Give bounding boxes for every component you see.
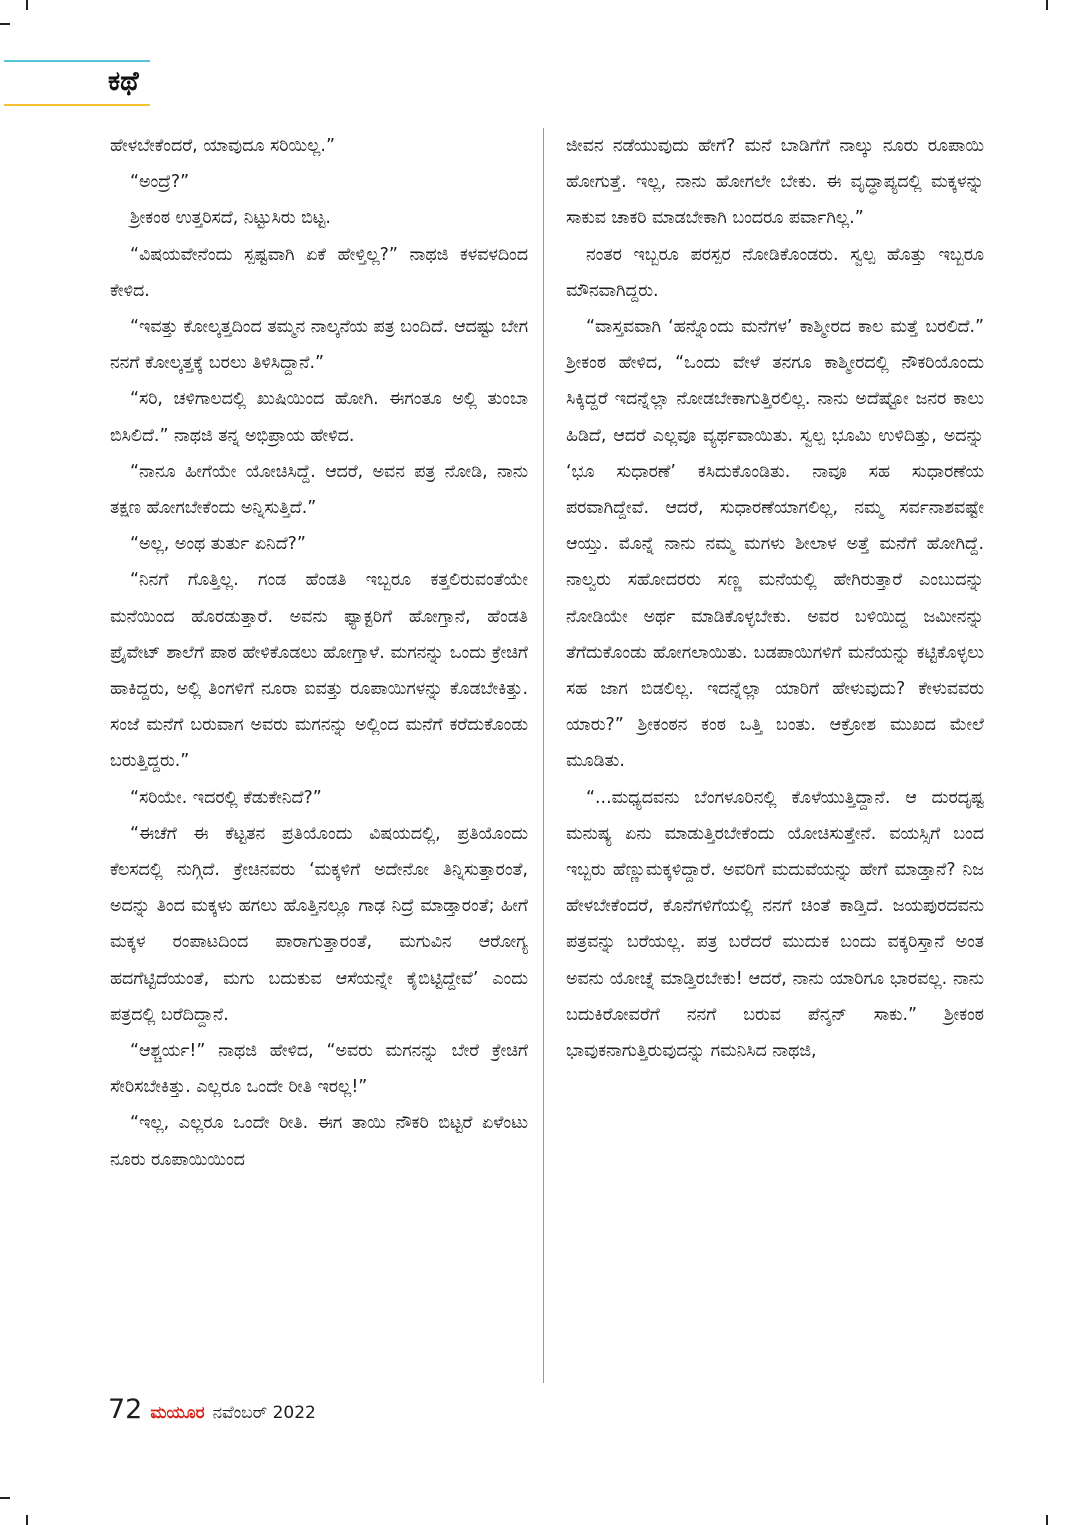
paragraph: ಶ್ರೀಕಂಠ ಉತ್ತರಿಸದೆ, ನಿಟ್ಟುಸಿರು ಬಿಟ್ಟ.	[130, 208, 331, 229]
crop-mark	[0, 23, 10, 25]
paragraph: ಜೀವನ ನಡೆಯುವುದು ಹೇಗೆ? ಮನೆ ಬಾಡಿಗೆಗೆ ನಾಲ್ಕು ನೂರು ರೂಪಾಯಿ ಹೋಗುತ್ತೆ. ಇಲ್ಲ, ನಾನು ಹೋಗಲೇ ಬೇಕು. ಈ ವೃದ್ಧಾಪ್ಯದಲ್ಲಿ ಮಕ್ಕಳನ್ನು ಸಾಕುವ ಚಾಕರಿ ಮಾಡಬೇಕಾಗಿ ಬಂದರೂ ಪರ್ವಾಗಿಲ್ಲ.”	[566, 136, 984, 229]
paragraph: “ಇಲ್ಲ, ಎಲ್ಲರೂ ಒಂದೇ ರೀತಿ. ಈಗ ತಾಯಿ ನೌಕರಿ ಬಿಟ್ಟರೆ ಏಳೆಂಟು ನೂರು ರೂಪಾಯಿಯಿಂದ	[110, 1113, 528, 1170]
crop-mark	[26, 1515, 28, 1525]
column-divider	[543, 128, 544, 1383]
header-accent-rule-cyan	[4, 60, 150, 62]
crop-mark	[1046, 1515, 1048, 1525]
header-accent-rule-yellow	[4, 104, 150, 106]
paragraph: “ವಾಸ್ತವವಾಗಿ ‘ಹನ್ನೊಂದು ಮನೆಗಳ’ ಕಾಶ್ಮೀರದ ಕಾಲ ಮತ್ತೆ ಬರಲಿದೆ.” ಶ್ರೀಕಂಠ ಹೇಳಿದ, “ಒಂದು ವೇಳೆ ತನಗೂ ಕಾಶ್ಮೀರದಲ್ಲಿ ನೌಕರಿಯೊಂದು ಸಿಕ್ಕಿದ್ದರೆ ಇದನ್ನೆಲ್ಲಾ ನೋಡಬೇಕಾಗುತ್ತಿರಲಿಲ್ಲ. ನಾನು ಅದೆಷ್ಟೋ ಜನರ ಕಾಲು ಹಿಡಿದೆ, ಆದರೆ ಎಲ್ಲವೂ ವ್ಯರ್ಥವಾಯಿತು. ಸ್ವಲ್ಪ ಭೂಮಿ ಉಳಿದಿತ್ತು, ಅದನ್ನು ‘ಭೂ ಸುಧಾರಣೆ’ ಕಸಿದುಕೊಂಡಿತು. ನಾವೂ ಸಹ ಸುಧಾರಣೆಯ ಪರವಾಗಿದ್ದೇವೆ. ಆದರೆ, ಸುಧಾರಣೆಯಾಗಲಿಲ್ಲ, ನಮ್ಮ ಸರ್ವನಾಶವಷ್ಟೇ ಆಯ್ತು. ಮೊನ್ನೆ ನಾನು ನಮ್ಮ ಮಗಳು ಶೀಲಾಳ ಅತ್ತೆ ಮನೆಗೆ ಹೋಗಿದ್ದೆ. ನಾಲ್ವರು ಸಹೋದರರು ಸಣ್ಣ ಮನೆಯಲ್ಲಿ ಹೇಗಿರುತ್ತಾರೆ ಎಂಬುದನ್ನು ನೋಡಿಯೇ ಅರ್ಥ ಮಾಡಿಕೊಳ್ಳಬೇಕು. ಅವರ ಬಳಿಯಿದ್ದ ಜಮೀನನ್ನು ತೆಗೆದುಕೊಂಡು ಹೋಗಲಾಯಿತು. ಬಡಪಾಯಿಗಳಿಗೆ ಮನೆಯನ್ನು ಕಟ್ಟಿಕೊಳ್ಳಲು ಸಹ ಜಾಗ ಬಿಡಲಿಲ್ಲ. ಇದನ್ನೆಲ್ಲಾ ಯಾರಿಗೆ ಹೇಳುವುದು? ಕೇಳುವವರು ಯಾರು?” ಶ್ರೀಕಂಠನ ಕಂಠ ಒತ್ತಿ ಬಂತು. ಆಕ್ರೋಶ ಮುಖದ ಮೇಲೆ ಮೂಡಿತು.	[566, 317, 984, 772]
paragraph: “ನಿನಗೆ ಗೊತ್ತಿಲ್ಲ. ಗಂಡ ಹೆಂಡತಿ ಇಬ್ಬರೂ ಕತ್ತಲಿರುವಂತೆಯೇ ಮನೆಯಿಂದ ಹೊರಡುತ್ತಾರೆ. ಅವನು ಫ್ಯಾಕ್ಟರಿಗೆ ಹೋಗ್ತಾನೆ, ಹೆಂಡತಿ ಪ್ರೈವೇಟ್ ಶಾಲೆಗೆ ಪಾಠ ಹೇಳಿಕೊಡಲು ಹೋಗ್ತಾಳೆ. ಮಗನನ್ನು ಒಂದು ಕ್ರೇಚಿಗೆ ಹಾಕಿದ್ದರು, ಅಲ್ಲಿ ತಿಂಗಳಿಗೆ ನೂರಾ ಐವತ್ತು ರೂಪಾಯಿಗಳನ್ನು ಕೊಡಬೇಕಿತ್ತು. ಸಂಜೆ ಮನೆಗೆ ಬರುವಾಗ ಅವರು ಮಗನನ್ನು ಅಲ್ಲಿಂದ ಮನೆಗೆ ಕರೆದುಕೊಂಡು ಬರುತ್ತಿದ್ದರು.”	[110, 570, 528, 772]
magazine-logo: ಮಯೂರ	[150, 1403, 205, 1423]
paragraph: “...ಮಧ್ಯದವನು ಬೆಂಗಳೂರಿನಲ್ಲಿ ಕೊಳೆಯುತ್ತಿದ್ದಾನೆ. ಆ ದುರದೃಷ್ಟ ಮನುಷ್ಯ ಏನು ಮಾಡುತ್ತಿರಬೇಕೆಂದು ಯೋಚಿಸುತ್ತೇನೆ. ವಯಸ್ಸಿಗೆ ಬಂದ ಇಬ್ಬರು ಹೆಣ್ಣುಮಕ್ಕಳಿದ್ದಾರೆ. ಅವರಿಗೆ ಮದುವೆಯನ್ನು ಹೇಗೆ ಮಾಡ್ತಾನೆ? ನಿಜ ಹೇಳಬೇಕೆಂದರೆ, ಕೊನೆಗಳಿಗೆಯಲ್ಲಿ ನನಗೆ ಚಿಂತೆ ಕಾಡ್ತಿದೆ. ಜಯಪುರದವನು ಪತ್ರವನ್ನು ಬರೆಯಲ್ಲ. ಪತ್ರ ಬರೆದರೆ ಮುದುಕ ಬಂದು ವಕ್ಕರಿಸ್ತಾನೆ ಅಂತ ಅವನು ಯೋಚ್ನೆ ಮಾಡ್ತಿರಬೇಕು! ಆದರೆ, ನಾನು ಯಾರಿಗೂ ಭಾರವಲ್ಲ. ನಾನು ಬದುಕಿರೋವರೆಗೆ ನನಗೆ ಬರುವ ಪೆನ್ಶನ್ ಸಾಕು.” ಶ್ರೀಕಂಠ ಭಾವುಕನಾಗುತ್ತಿರುವುದನ್ನು ಗಮನಿಸಿದ ನಾಥಜಿ,	[566, 787, 984, 1062]
crop-mark	[1046, 0, 1048, 10]
paragraph: “ಸರಿಯೇ. ಇದರಲ್ಲಿ ಕೆಡುಕೇನಿದೆ?”	[130, 787, 322, 808]
right-column	[566, 128, 984, 1069]
paragraph: “ಸರಿ, ಚಳಿಗಾಲದಲ್ಲಿ ಖುಷಿಯಿಂದ ಹೋಗಿ. ಈಗಂತೂ ಅಲ್ಲಿ ತುಂಬಾ ಬಿಸಿಲಿದೆ.” ನಾಥಜಿ ತನ್ನ ಅಭಿಪ್ರಾಯ ಹೇಳಿದ.	[110, 389, 528, 446]
section-title: ಕಥೆ	[108, 66, 139, 97]
page-number: 72	[108, 1394, 143, 1425]
paragraph: “ನಾನೂ ಹೀಗೆಯೇ ಯೋಚಿಸಿದ್ದೆ. ಆದರೆ, ಅವನ ಪತ್ರ ನೋಡಿ, ನಾನು ತಕ್ಷಣ ಹೋಗಬೇಕೆಂದು ಅನ್ನಿಸುತ್ತಿದೆ.”	[110, 461, 528, 519]
paragraph: ಹೇಳಬೇಕೆಂದರೆ, ಯಾವುದೂ ಸರಿಯಿಲ್ಲ.”	[110, 136, 335, 156]
left-column	[110, 128, 528, 1178]
paragraph: “ಆಶ್ಚರ್ಯ!” ನಾಥಜಿ ಹೇಳಿದ, “ಅವರು ಮಗನನ್ನು ಬೇರೆ ಕ್ರೇಚಿಗೆ ಸೇರಿಸಬೇಕಿತ್ತು. ಎಲ್ಲರೂ ಒಂದೇ ರೀತಿ ಇರಲ್ಲ!”	[110, 1041, 528, 1098]
page-footer	[108, 1394, 316, 1430]
paragraph: “ವಿಷಯವೇನೆಂದು ಸ್ಪಷ್ಟವಾಗಿ ಏಕೆ ಹೇಳ್ತಿಲ್ಲ?” ನಾಥಜಿ ಕಳವಳದಿಂದ ಕೇಳಿದ.	[110, 244, 528, 301]
issue-date: ನವೆಂಬರ್ 2022	[212, 1403, 316, 1423]
paragraph: “ಅಂದ್ರೆ?”	[130, 172, 190, 193]
paragraph: “ಇವತ್ತು ಕೋಲ್ಕತ್ತದಿಂದ ತಮ್ಮನ ನಾಲ್ಕನೆಯ ಪತ್ರ ಬಂದಿದೆ. ಆದಷ್ಟು ಬೇಗ ನನಗೆ ಕೋಲ್ಕತ್ತಕ್ಕೆ ಬರಲು ತಿಳಿಸಿದ್ದಾನೆ.”	[110, 317, 528, 374]
crop-mark	[0, 1497, 10, 1499]
paragraph: “ಅಲ್ಲ, ಅಂಥ ತುರ್ತು ಏನಿದೆ?”	[130, 534, 306, 555]
paragraph: “ಈಚೆಗೆ ಈ ಕೆಟ್ಟತನ ಪ್ರತಿಯೊಂದು ವಿಷಯದಲ್ಲಿ, ಪ್ರತಿಯೊಂದು ಕೆಲಸದಲ್ಲಿ ನುಗ್ಗಿದೆ. ಕ್ರೇಚಿನವರು ‘ಮಕ್ಕಳಿಗೆ ಅದೇನೋ ತಿನ್ನಿಸುತ್ತಾರಂತೆ, ಅದನ್ನು ತಿಂದ ಮಕ್ಕಳು ಹಗಲು ಹೊತ್ತಿನಲ್ಲೂ ಗಾಢ ನಿದ್ರೆ ಮಾಡ್ತಾರಂತೆ; ಹೀಗೆ ಮಕ್ಕಳ ರಂಪಾಟದಿಂದ ಪಾರಾಗುತ್ತಾರಂತೆ, ಮಗುವಿನ ಆರೋಗ್ಯ ಹದಗೆಟ್ಟಿದೆಯಂತೆ, ಮಗು ಬದುಕುವ ಆಸೆಯನ್ನೇ ಕೈಬಿಟ್ಟಿದ್ದೇವೆ’ ಎಂದು ಪತ್ರದಲ್ಲಿ ಬರೆದಿದ್ದಾನೆ.	[110, 823, 528, 1025]
crop-mark	[26, 0, 28, 10]
paragraph: ನಂತರ ಇಬ್ಬರೂ ಪರಸ್ಪರ ನೋಡಿಕೊಂಡರು. ಸ್ವಲ್ಪ ಹೊತ್ತು ಇಬ್ಬರೂ ಮೌನವಾಗಿದ್ದರು.	[566, 244, 984, 301]
